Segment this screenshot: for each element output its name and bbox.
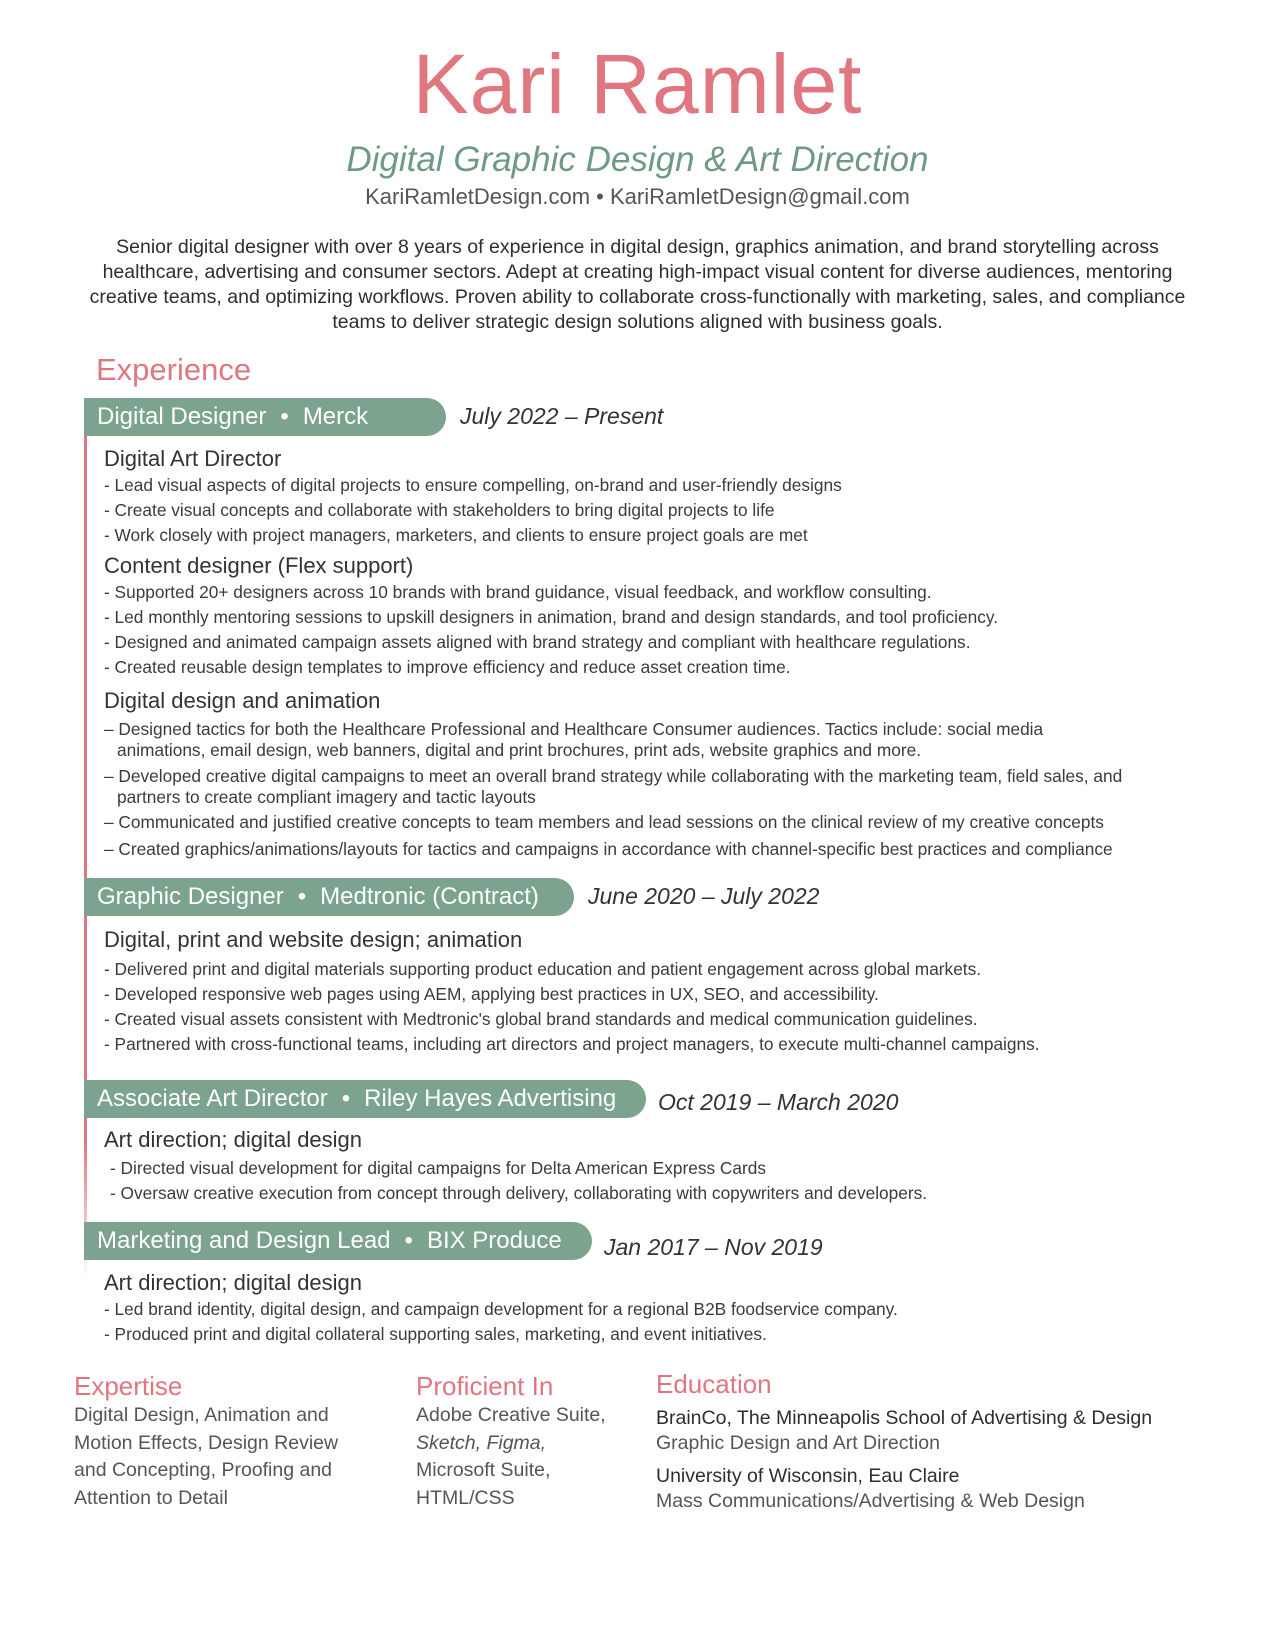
job-header-medtronic: Graphic Designer • Medtronic (Contract) xyxy=(84,878,574,916)
bullet: - Led brand identity, digital design, and campaign development for a regional B2B foodservice company. xyxy=(104,1299,898,1319)
bullet: - Lead visual aspects of digital projects to ensure compelling, on-brand and user-friendly designs xyxy=(104,475,842,495)
expertise-line: Attention to Detail xyxy=(74,1486,228,1509)
bullet: - Developed responsive web pages using AEM, applying best practices in UX, SEO, and accessibility. xyxy=(104,984,879,1004)
expertise-list xyxy=(74,1402,338,1512)
job-dates: Oct 2019 – March 2020 xyxy=(658,1089,899,1115)
bullet: - Led monthly mentoring sessions to upskill designers in animation, brand and design standards, and tool proficiency. xyxy=(104,607,999,627)
bullet: - Created reusable design templates to improve efficiency and reduce asset creation time. xyxy=(104,657,791,677)
job-dates: June 2020 – July 2022 xyxy=(588,883,820,909)
education-school: BrainCo, The Minneapolis School of Advertising & Design xyxy=(656,1407,1153,1429)
job-title: Associate Art Director xyxy=(97,1085,328,1112)
job-title: Digital Designer xyxy=(97,403,267,430)
job-company: Riley Hayes Advertising xyxy=(364,1085,617,1112)
role-title: Digital design and animation xyxy=(104,688,381,713)
experience-heading: Experience xyxy=(96,352,252,387)
timeline-line xyxy=(84,420,87,1280)
education-field: Mass Communications/Advertising & Web Design xyxy=(656,1490,1085,1512)
summary-paragraph: Senior digital designer with over 8 years of experience in digital design, graphics animation, and brand storytelling across healthcare, advertising and consumer sectors. Adept at creating high-impact visual content for diverse audiences, mentoring creative teams, and optimizing workflows. Proven ability to collaborate cross-functionally with marketing, sales, and compliance teams to deliver strategic design solutions aligned with business goals. xyxy=(89,236,1186,333)
job-company: BIX Produce xyxy=(426,1227,562,1254)
expertise-heading: Expertise xyxy=(74,1371,183,1401)
bullet: - Create visual concepts and collaborate with stakeholders to bring digital projects to life xyxy=(104,500,775,520)
job-title: Marketing and Design Lead xyxy=(97,1227,391,1254)
job-header-bix-produce: Marketing and Design Lead • BIX Produce xyxy=(84,1222,592,1260)
bullet: - Partnered with cross-functional teams, including art directors and project managers, to execute multi-channel campaigns. xyxy=(104,1034,1040,1054)
proficient-line: Adobe Creative Suite, xyxy=(416,1404,606,1426)
bullet: - Created visual assets consistent with Medtronic's global brand standards and medical communication guidelines. xyxy=(104,1009,978,1029)
role-title: Art direction; digital design xyxy=(104,1270,363,1295)
contact-line: KariRamletDesign.com • KariRamletDesign@gmail.com xyxy=(365,184,910,209)
job-dates: Jan 2017 – Nov 2019 xyxy=(604,1234,823,1260)
bullet: - Oversaw creative execution from concept through delivery, collaborating with copywriters and developers. xyxy=(110,1183,928,1203)
bullet: - Delivered print and digital materials supporting product education and patient engagement across global markets. xyxy=(104,959,982,979)
expertise-line: Motion Effects, Design Review xyxy=(74,1431,339,1454)
bullet: – Communicated and justified creative concepts to team members and lead sessions on the clinical review of my creative concepts xyxy=(104,812,1104,832)
bullet: – Developed creative digital campaigns to meet an overall brand strategy while collaborating with the marketing team, field sales, and partners to create compliant imagery and tactic layouts xyxy=(104,766,1123,807)
role-title: Content designer (Flex support) xyxy=(104,553,414,578)
proficient-list xyxy=(416,1402,606,1512)
education-heading: Education xyxy=(656,1369,772,1399)
expertise-line: Digital Design, Animation and xyxy=(74,1404,329,1426)
job-company: Medtronic (Contract) xyxy=(320,883,539,910)
job-header-riley-hayes: Associate Art Director • Riley Hayes Advertising xyxy=(84,1080,646,1118)
role-title: Art direction; digital design xyxy=(104,1127,363,1152)
proficient-line: Microsoft Suite, xyxy=(416,1459,551,1481)
education-school: University of Wisconsin, Eau Claire xyxy=(656,1465,960,1487)
bullet: - Produced print and digital collateral supporting sales, marketing, and event initiatives. xyxy=(104,1324,767,1344)
proficient-line: HTML/CSS xyxy=(416,1486,515,1509)
proficient-heading: Proficient In xyxy=(416,1371,554,1401)
bullet: - Supported 20+ designers across 10 brands with brand guidance, visual feedback, and workflow consulting. xyxy=(104,582,932,602)
job-company: Merck xyxy=(302,403,369,430)
job-header-merck: Digital Designer • Merck xyxy=(84,398,446,436)
professional-title: Digital Graphic Design & Art Direction xyxy=(346,140,929,179)
bullet: – Designed tactics for both the Healthcare Professional and Healthcare Consumer audiences. Tactics include: social media animations, email design, web banners, digital and print brochures, print ads, website graphics and more. xyxy=(104,719,1044,760)
candidate-name: Kari Ramlet xyxy=(412,37,863,131)
role-title: Digital, print and website design; animation xyxy=(104,927,523,952)
job-dates: July 2022 – Present xyxy=(460,403,664,429)
proficient-line: Sketch, Figma, xyxy=(416,1431,547,1454)
role-title: Digital Art Director xyxy=(104,446,282,471)
education-field: Graphic Design and Art Direction xyxy=(656,1432,940,1454)
bullet: - Work closely with project managers, marketers, and clients to ensure project goals are met xyxy=(104,525,808,545)
bullet: - Directed visual development for digital campaigns for Delta American Express Cards xyxy=(110,1158,767,1178)
expertise-line: and Concepting, Proofing and xyxy=(74,1459,333,1481)
bullet: – Created graphics/animations/layouts for tactics and campaigns in accordance with channel-specific best practices and compliance xyxy=(104,839,1113,859)
job-title: Graphic Designer xyxy=(97,883,284,910)
bullet: - Designed and animated campaign assets aligned with brand strategy and compliant with healthcare regulations. xyxy=(104,632,971,652)
